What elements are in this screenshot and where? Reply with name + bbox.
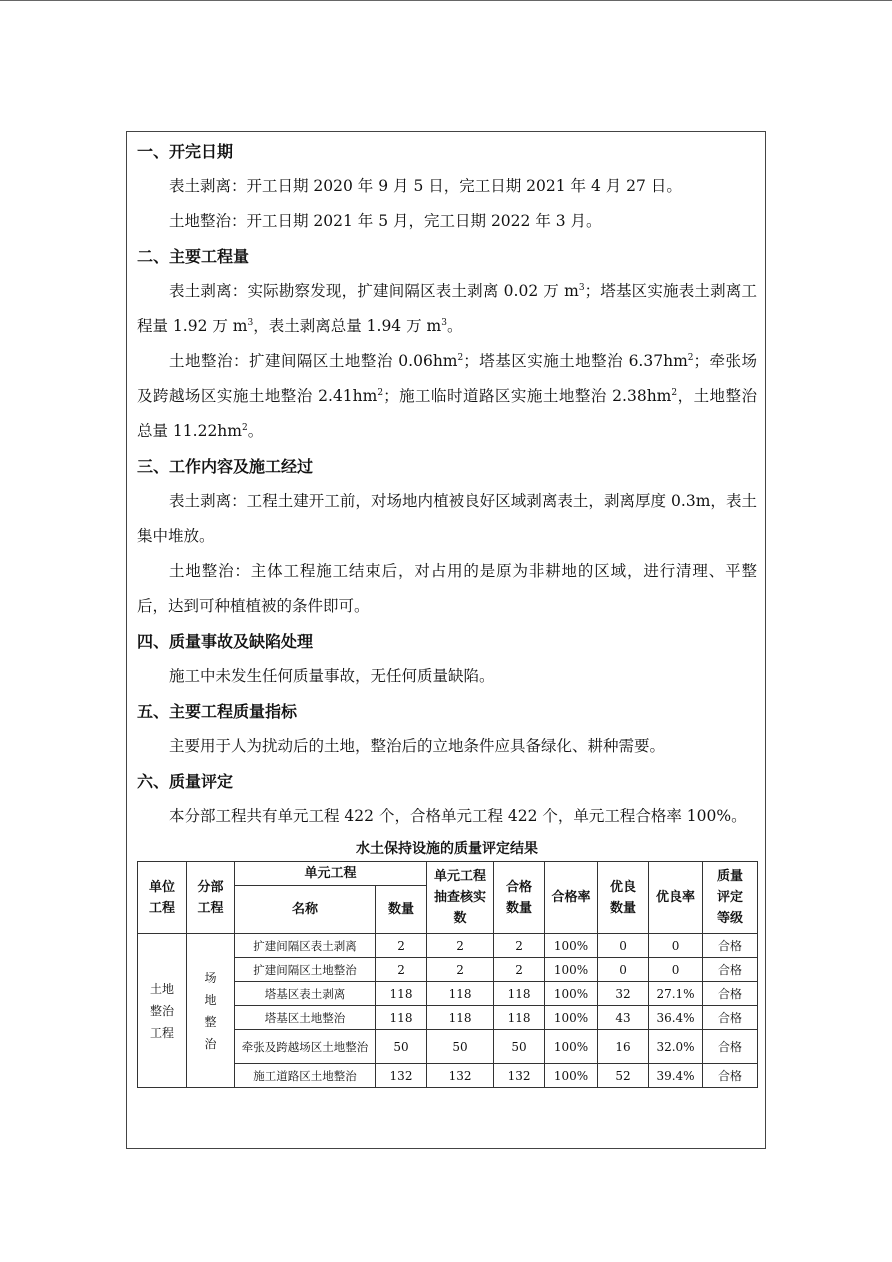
cell-name: 扩建间隔区土地整治: [235, 958, 376, 982]
cell-sub-project: 场地整治: [187, 934, 235, 1088]
section-heading-quality-indicators: 五、主要工程质量指标: [137, 702, 298, 721]
cell-rate: 100%: [545, 1006, 598, 1030]
cell-count: 118: [376, 1006, 427, 1030]
section-heading-defects: 四、质量事故及缺陷处理: [137, 632, 314, 651]
cell-count: 2: [376, 934, 427, 958]
cell-checked: 50: [427, 1030, 494, 1064]
cell-grade: 合格: [703, 1030, 758, 1064]
cell-name: 塔基区表土剥离: [235, 982, 376, 1006]
cell-excellent: 0: [598, 958, 649, 982]
header-count: 数量: [376, 886, 427, 934]
header-quality-grade: 质量评定等级: [703, 862, 758, 934]
cell-checked: 2: [427, 934, 494, 958]
section-heading-work-content: 三、工作内容及施工经过: [137, 457, 314, 476]
cell-excellent: 43: [598, 1006, 649, 1030]
table-caption: 水土保持设施的质量评定结果: [356, 841, 538, 857]
cell-rate: 100%: [545, 1030, 598, 1064]
cell-qualified: 2: [494, 934, 545, 958]
table-row: [138, 934, 758, 958]
cell-qualified: 118: [494, 1006, 545, 1030]
cell-qualified: 2: [494, 958, 545, 982]
cell-checked: 118: [427, 982, 494, 1006]
paragraph-quality-assessment: 本分部工程共有单元工程 422 个，合格单元工程 422 个，单元工程合格率 100%。: [169, 807, 747, 825]
cell-qualified: 50: [494, 1030, 545, 1064]
cell-excellent-rate: 36.4%: [649, 1006, 703, 1030]
header-excellent-count: 优良数量: [598, 862, 649, 934]
cell-grade: 合格: [703, 934, 758, 958]
quality-table: [137, 861, 758, 1088]
cell-unit-project: 土地整治工程: [138, 934, 187, 1088]
cell-excellent: 0: [598, 934, 649, 958]
paragraph-stripping-dates: 表土剥离：开工日期 2020 年 9 月 5 日，完工日期 2021 年 4 月 27 日。: [169, 177, 682, 195]
cell-rate: 100%: [545, 982, 598, 1006]
cell-qualified: 118: [494, 982, 545, 1006]
paragraph-quality-indicators: 主要用于人为扰动后的土地，整治后的立地条件应具备绿化、耕种需要。: [169, 737, 666, 755]
paragraph-stripping-process: 表土剥离：工程土建开工前，对场地内植被良好区域剥离表土，剥离厚度 0.3m，表土集中堆放。: [137, 492, 757, 545]
section-heading-dates: 一、开完日期: [137, 142, 234, 161]
header-checked-count: 单元工程抽查核实数: [427, 862, 494, 934]
cell-count: 2: [376, 958, 427, 982]
header-sub-project: 分部工程: [187, 862, 235, 934]
report-frame: [126, 131, 766, 1149]
cell-count: 118: [376, 982, 427, 1006]
paragraph-renovation-quantities: 土地整治：扩建间隔区土地整治 $0.06hm^2$；塔基区实施土地整治 $6.37hm^2$；牵张场及跨越场区实施土地整治 $2.41hm^2$；施工临时道路区实施土地整治 $2.38hm^2$，土地整治总量 $11.22hm^2$。: [137, 352, 757, 440]
cell-qualified: 132: [494, 1064, 545, 1088]
cell-name: 施工道路区土地整治: [235, 1064, 376, 1088]
paragraph-renovation-process: 土地整治：主体工程施工结束后，对占用的是原为非耕地的区域，进行清理、平整后，达到可种植植被的条件即可。: [137, 562, 757, 615]
header-excellent-rate: 优良率: [649, 862, 703, 934]
report-content: [137, 132, 757, 1088]
cell-rate: 100%: [545, 958, 598, 982]
cell-grade: 合格: [703, 982, 758, 1006]
paragraph-renovation-dates: 土地整治：开工日期 2021 年 5 月，完工日期 2022 年 3 月。: [169, 212, 602, 230]
cell-name: 塔基区土地整治: [235, 1006, 376, 1030]
cell-excellent: 52: [598, 1064, 649, 1088]
cell-checked: 2: [427, 958, 494, 982]
cell-count: 50: [376, 1030, 427, 1064]
header-qualified-rate: 合格率: [545, 862, 598, 934]
cell-grade: 合格: [703, 1006, 758, 1030]
cell-excellent-rate: 27.1%: [649, 982, 703, 1006]
cell-name: 扩建间隔区表土剥离: [235, 934, 376, 958]
cell-grade: 合格: [703, 1064, 758, 1088]
cell-checked: 132: [427, 1064, 494, 1088]
cell-rate: 100%: [545, 934, 598, 958]
header-unit-project: 单位工程: [138, 862, 187, 934]
cell-excellent: 32: [598, 982, 649, 1006]
cell-excellent: 16: [598, 1030, 649, 1064]
section-heading-quantities: 二、主要工程量: [137, 247, 250, 266]
header-qualified-count: 合格数量: [494, 862, 545, 934]
cell-excellent-rate: 0: [649, 934, 703, 958]
cell-grade: 合格: [703, 958, 758, 982]
cell-rate: 100%: [545, 1064, 598, 1088]
top-rule: [0, 0, 892, 1]
cell-count: 132: [376, 1064, 427, 1088]
header-element-project: 单元工程: [235, 862, 427, 886]
paragraph-defects: 施工中未发生任何质量事故，无任何质量缺陷。: [169, 667, 495, 685]
paragraph-stripping-quantities: 表土剥离：实际勘察发现，扩建间隔区表土剥离 0.02 万 $m^3$；塔基区实施表土剥离工程量 1.92 万 $m^3$，表土剥离总量 1.94 万 $m^3$。: [137, 282, 757, 335]
header-name: 名称: [235, 886, 376, 934]
section-heading-quality-assessment: 六、质量评定: [137, 772, 234, 791]
cell-checked: 118: [427, 1006, 494, 1030]
cell-excellent-rate: 0: [649, 958, 703, 982]
cell-excellent-rate: 32.0%: [649, 1030, 703, 1064]
cell-excellent-rate: 39.4%: [649, 1064, 703, 1088]
cell-name: 牵张及跨越场区土地整治: [235, 1030, 376, 1064]
